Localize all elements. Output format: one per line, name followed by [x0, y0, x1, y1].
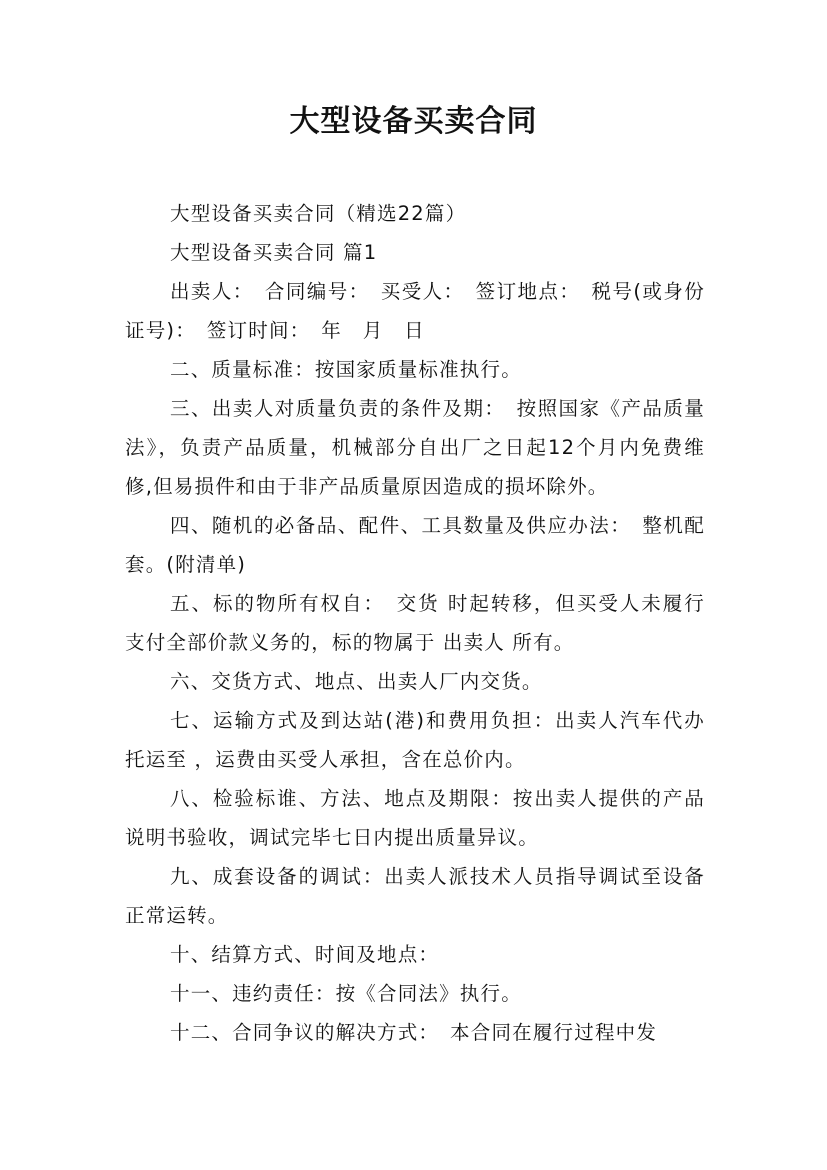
paragraph-parties: 出卖人： 合同编号： 买受人： 签订地点： 税号(或身份证号)： 签订时间： 年 月 日 [125, 280, 705, 342]
document-title: 大型设备买卖合同 [289, 104, 538, 139]
document-body [125, 194, 705, 1052]
paragraph-inspection: 八、检验标谁、方法、地点及期限：按出卖人提供的产品说明书验收，调试完毕七日内提出质量异议。 [125, 787, 705, 849]
paragraph-liability: 十一、违约责任：按《合同法》执行。 [170, 982, 522, 1005]
paragraph-commissioning: 九、成套设备的调试：出卖人派技术人员指导调试至设备正常运转。 [125, 865, 705, 927]
paragraph-section-heading: 大型设备买卖合同 篇1 [170, 241, 378, 264]
paragraph-ownership: 五、标的物所有权自： 交货 时起转移，但买受人未履行支付全部价款义务的，标的物属于 出卖人 所有。 [125, 592, 705, 654]
paragraph-quality-responsibility: 三、出卖人对质量负责的条件及期： 按照国家《产品质量法》，负责产品质量，机械部分自出厂之日起12个月内免费维修,但易损件和由于非产品质量原因造成的损坏除外。 [125, 397, 705, 498]
paragraph-quality-standard: 二、质量标准：按国家质量标准执行。 [170, 358, 522, 381]
paragraph-delivery: 六、交货方式、地点、出卖人厂内交货。 [170, 670, 543, 693]
paragraph-accessories: 四、随机的必备品、配件、工具数量及供应办法： 整机配套。(附清单) [125, 514, 705, 576]
paragraph-subtitle: 大型设备买卖合同（精选22篇） [170, 202, 467, 225]
paragraph-transport: 七、运输方式及到达站(港)和费用负担：出卖人汽车代办托运至 ，运费由买受人承担，含在总价内。 [125, 709, 705, 771]
paragraph-dispute: 十二、合同争议的解决方式： 本合同在履行过程中发 [170, 1021, 658, 1044]
paragraph-settlement: 十、结算方式、时间及地点： [170, 943, 440, 966]
